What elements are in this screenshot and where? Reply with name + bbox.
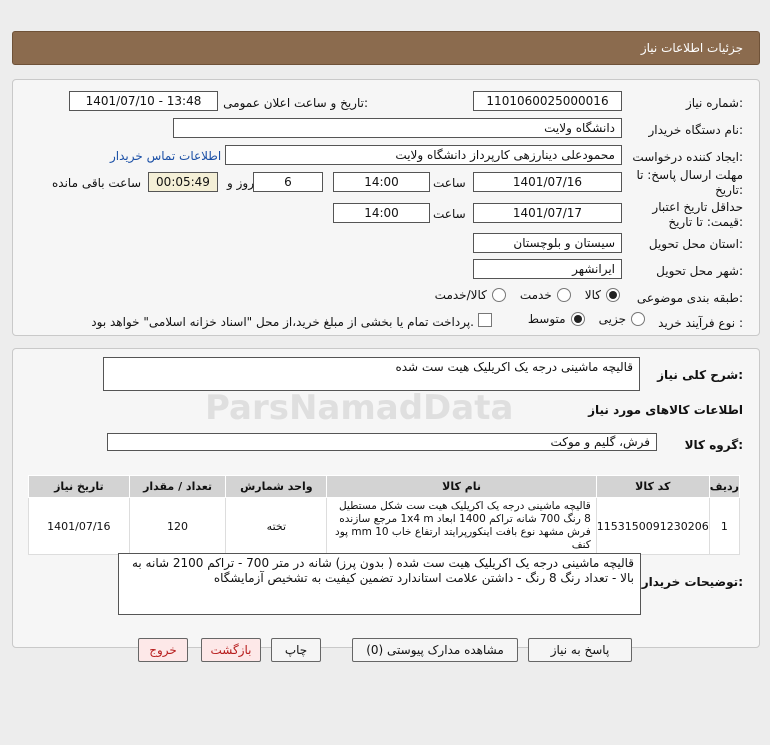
col-code: کد کالا bbox=[596, 476, 709, 498]
city-label: شهر محل تحویل: bbox=[656, 264, 743, 278]
province-field: سیستان و بلوچستان bbox=[473, 233, 622, 253]
col-date: تاریخ نیاز bbox=[29, 476, 130, 498]
buyer-org-field: دانشگاه ولایت bbox=[173, 118, 622, 138]
radio-icon[interactable] bbox=[492, 288, 506, 302]
validity-time-label: ساعت bbox=[433, 207, 466, 221]
cell-row: 1 bbox=[709, 498, 739, 555]
validity-time-field: 14:00 bbox=[333, 203, 430, 223]
col-qty: تعداد / مقدار bbox=[129, 476, 226, 498]
category-label: طبقه بندی موضوعی: bbox=[636, 291, 743, 305]
radio-selected-icon[interactable] bbox=[571, 312, 585, 326]
deadline-time-field: 14:00 bbox=[333, 172, 430, 192]
page-title: جزئیات اطلاعات نیاز bbox=[640, 41, 743, 55]
category-goods-service-option[interactable]: کالا/خدمت bbox=[435, 288, 506, 302]
category-service-option[interactable]: خدمت bbox=[520, 288, 571, 302]
creator-field: محمودعلی دینارزهی کارپرداز دانشگاه ولایت bbox=[225, 145, 622, 165]
category-goods-option[interactable]: کالا bbox=[585, 288, 620, 302]
cell-code: 1153150091230206 bbox=[596, 498, 709, 555]
cell-qty: 120 bbox=[129, 498, 226, 555]
days-label: روز و bbox=[227, 176, 254, 190]
page-header bbox=[12, 31, 760, 65]
table-row[interactable] bbox=[29, 498, 740, 555]
col-unit: واحد شمارش bbox=[226, 476, 327, 498]
radio-selected-icon[interactable] bbox=[606, 288, 620, 302]
process-minor-option[interactable]: جزیی bbox=[599, 312, 645, 326]
announce-field: 1401/07/10 - 13:48 bbox=[69, 91, 218, 111]
treasury-payment-checkbox[interactable] bbox=[478, 313, 492, 327]
goods-group-field: فرش، گلیم و موکت bbox=[107, 433, 657, 451]
deadline-label-2: تاریخ: bbox=[715, 183, 743, 197]
days-field: 6 bbox=[253, 172, 323, 192]
province-label: استان محل تحویل: bbox=[648, 237, 743, 251]
goods-group-label: گروه کالا: bbox=[684, 438, 743, 452]
deadline-label: مهلت ارسال پاسخ: تا bbox=[636, 168, 743, 182]
goods-table bbox=[28, 475, 740, 555]
category-radio-group bbox=[435, 288, 620, 302]
reply-button[interactable]: پاسخ به نیاز bbox=[528, 638, 632, 662]
process-medium-option[interactable]: متوسط bbox=[528, 312, 585, 326]
buyer-notes-label: توضیحات خریدار: bbox=[641, 575, 743, 589]
table-header-row bbox=[29, 476, 740, 498]
radio-icon[interactable] bbox=[557, 288, 571, 302]
remaining-label: ساعت باقی مانده bbox=[52, 176, 142, 190]
exit-button[interactable]: خروج bbox=[138, 638, 188, 662]
validity-label: حداقل تاریخ اعتبار bbox=[652, 200, 743, 214]
print-button[interactable]: چاپ bbox=[271, 638, 321, 662]
validity-label-2: قیمت: تا تاریخ: bbox=[668, 215, 743, 229]
col-row: ردیف bbox=[709, 476, 739, 498]
city-field: ایرانشهر bbox=[473, 259, 622, 279]
buyer-notes-field: قالیچه ماشینی درجه یک اکریلیک هیت ست شده ( بدون پرز) شانه در متر 700 - تراکم 2100 شانه به بالا - تعداد رنگ 8 رنگ - داشتن علامت استاندارد تضمین کیفیت به تشخیص آزمایشگاه bbox=[118, 553, 641, 615]
deadline-time-label: ساعت bbox=[433, 176, 466, 190]
creator-label: ایجاد کننده درخواست: bbox=[632, 150, 743, 164]
process-radio-group bbox=[528, 312, 645, 326]
deadline-date-field: 1401/07/16 bbox=[473, 172, 622, 192]
remaining-time-field: 00:05:49 bbox=[148, 172, 218, 192]
buyer-org-label: نام دستگاه خریدار: bbox=[648, 123, 743, 137]
goods-info-title: اطلاعات کالاهای مورد نیاز bbox=[588, 403, 743, 417]
view-attachments-button[interactable]: مشاهده مدارک پیوستی (0) bbox=[352, 638, 518, 662]
need-number-label: شماره نیاز: bbox=[685, 96, 743, 110]
back-button[interactable]: بازگشت bbox=[201, 638, 261, 662]
summary-label: شرح کلی نیاز: bbox=[657, 368, 743, 382]
need-number-field: 1101060025000016 bbox=[473, 91, 622, 111]
validity-date-field: 1401/07/17 bbox=[473, 203, 622, 223]
announce-label: تاریخ و ساعت اعلان عمومی: bbox=[223, 96, 368, 110]
radio-icon[interactable] bbox=[631, 312, 645, 326]
process-label: نوع فرآیند خرید : bbox=[658, 316, 743, 330]
treasury-payment-note: پرداخت تمام یا بخشی از مبلغ خرید،از محل "اسناد خزانه اسلامی" خواهد بود. bbox=[91, 315, 474, 329]
cell-name: قالیچه ماشینی درجه یک اکریلیک هیت ست شکل مستطیل 8 رنگ 700 شانه تراکم 1400 ابعاد 1x4 m مرجع سازنده فرش مشهد نوع بافت اینکورپرایتد ارتفاع خاب 10 mm پود کنف bbox=[327, 498, 596, 555]
cell-date: 1401/07/16 bbox=[29, 498, 130, 555]
summary-field: قالیچه ماشینی درجه یک اکریلیک هیت ست شده bbox=[103, 357, 640, 391]
contact-buyer-link[interactable]: اطلاعات تماس خریدار bbox=[110, 149, 222, 163]
cell-unit: تخته bbox=[226, 498, 327, 555]
col-name: نام کالا bbox=[327, 476, 596, 498]
